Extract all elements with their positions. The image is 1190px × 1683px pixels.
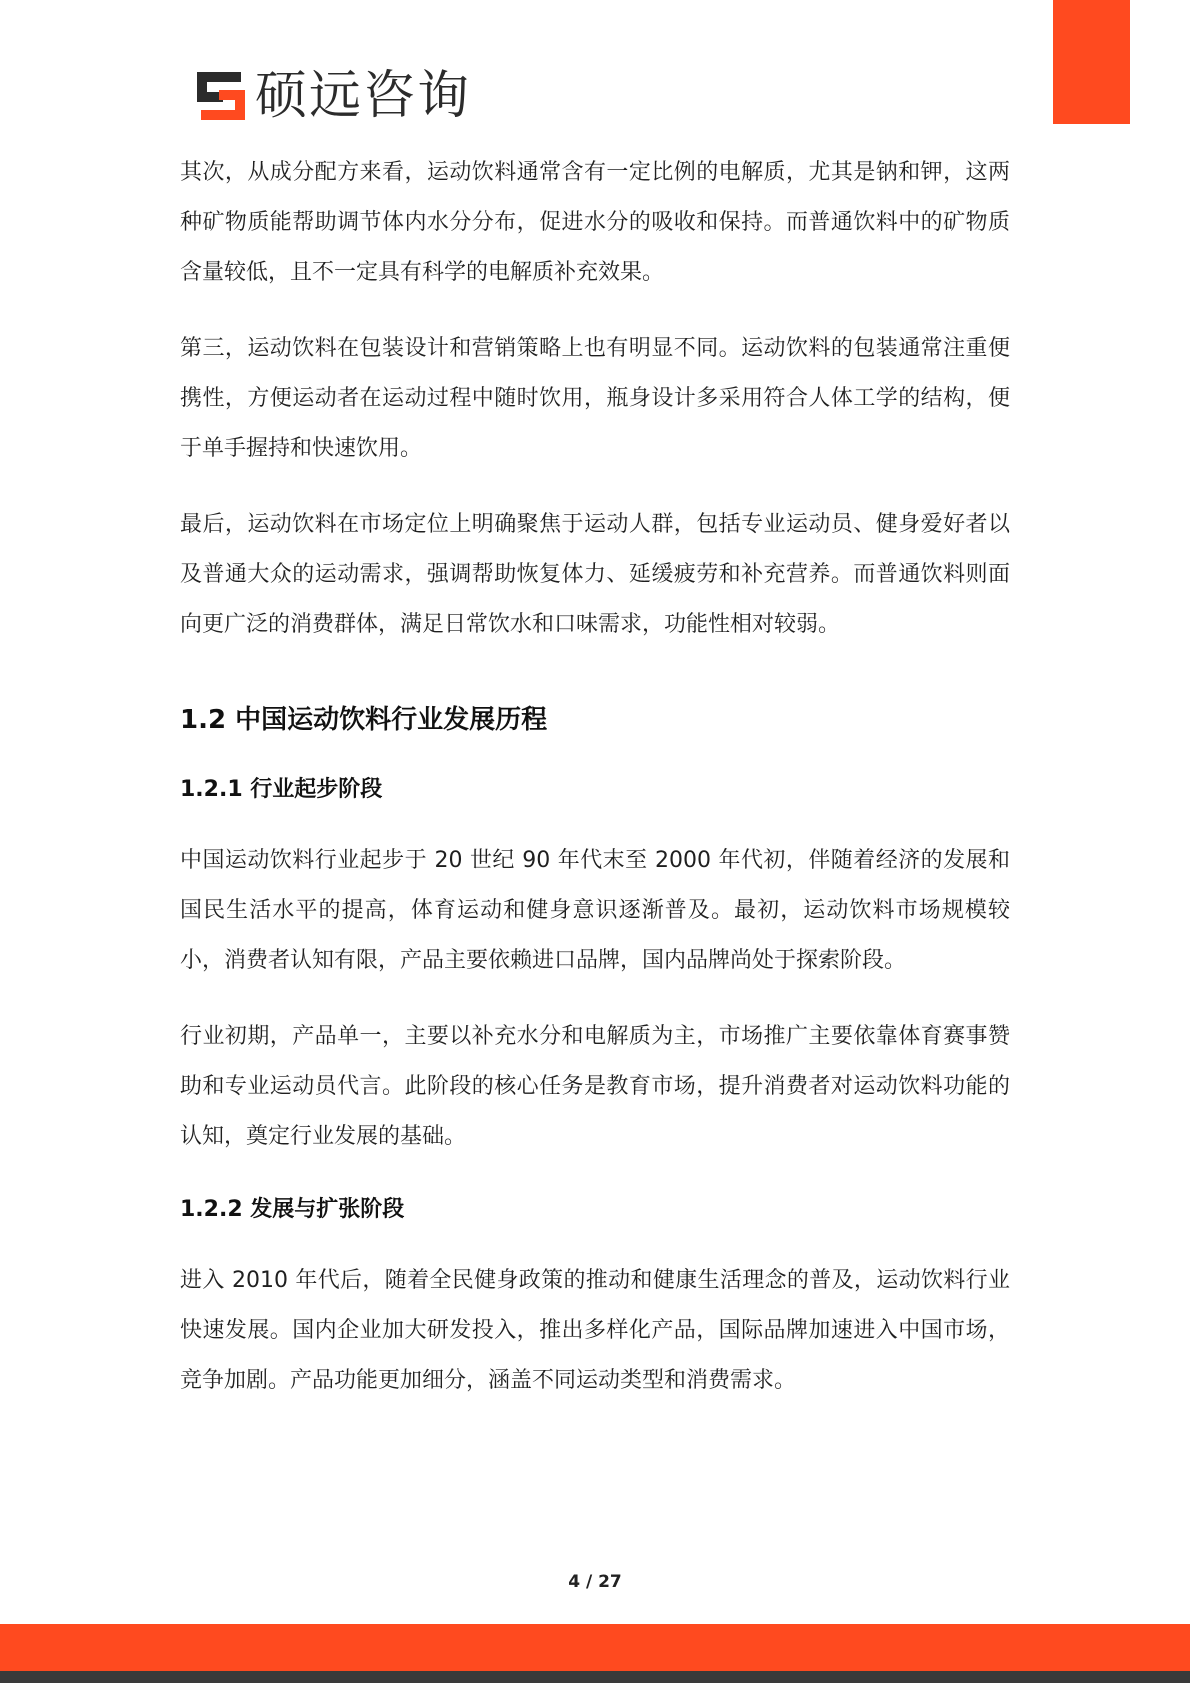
paragraph-positioning: 最后，运动饮料在市场定位上明确聚焦于运动人群，包括专业运动员、健身爱好者以及普通大众的运动需求，强调帮助恢复体力、延缓疲劳和补充营养。而普通饮料则面向更广泛的消费群体，满足日常饮水和口味需求，功能性相对较弱。 (180, 512, 1010, 637)
logo-mark-icon (193, 68, 249, 124)
paragraph-ingredients: 其次，从成分配方来看，运动饮料通常含有一定比例的电解质，尤其是钠和钾，这两种矿物质能帮助调节体内水分分布，促进水分的吸收和保持。而普通饮料中的矿物质含量较低，且不一定具有科学的电解质补充效果。 (180, 160, 1010, 285)
subsection-heading-1-2-2: 1.2.2 发展与扩张阶段 (180, 1197, 405, 1222)
paragraph-early-products: 行业初期，产品单一，主要以补充水分和电解质为主，市场推广主要依靠体育赛事赞助和专业运动员代言。此阶段的核心任务是教育市场，提升消费者对运动饮料功能的认知，奠定行业发展的基础。 (180, 1024, 1010, 1149)
paragraph-packaging: 第三，运动饮料在包装设计和营销策略上也有明显不同。运动饮料的包装通常注重便携性，方便运动者在运动过程中随时饮用，瓶身设计多采用符合人体工学的结构，便于单手握持和快速饮用。 (180, 336, 1010, 461)
footer-accent-bar (0, 1624, 1190, 1671)
page-number: 4 / 27 (568, 1572, 622, 1592)
logo-text: 硕远咨询 (255, 66, 472, 126)
brand-logo (193, 66, 471, 126)
corner-accent-block (1053, 0, 1130, 124)
footer-dark-strip (0, 1671, 1190, 1683)
section-heading-1-2: 1.2 中国运动饮料行业发展历程 (180, 705, 548, 735)
paragraph-early-stage: 中国运动饮料行业起步于 20 世纪 90 年代末至 2000 年代初，伴随着经济的发展和国民生活水平的提高，体育运动和健身意识逐渐普及。最初，运动饮料市场规模较小，消费者认知有限，产品主要依赖进口品牌，国内品牌尚处于探索阶段。 (180, 848, 1010, 973)
subsection-heading-1-2-1: 1.2.1 行业起步阶段 (180, 777, 383, 802)
paragraph-expansion-stage: 进入 2010 年代后，随着全民健身政策的推动和健康生活理念的普及，运动饮料行业快速发展。国内企业加大研发投入，推出多样化产品，国际品牌加速进入中国市场，竞争加剧。产品功能更加细分，涵盖不同运动类型和消费需求。 (180, 1268, 1010, 1393)
document-body (180, 148, 1010, 1432)
